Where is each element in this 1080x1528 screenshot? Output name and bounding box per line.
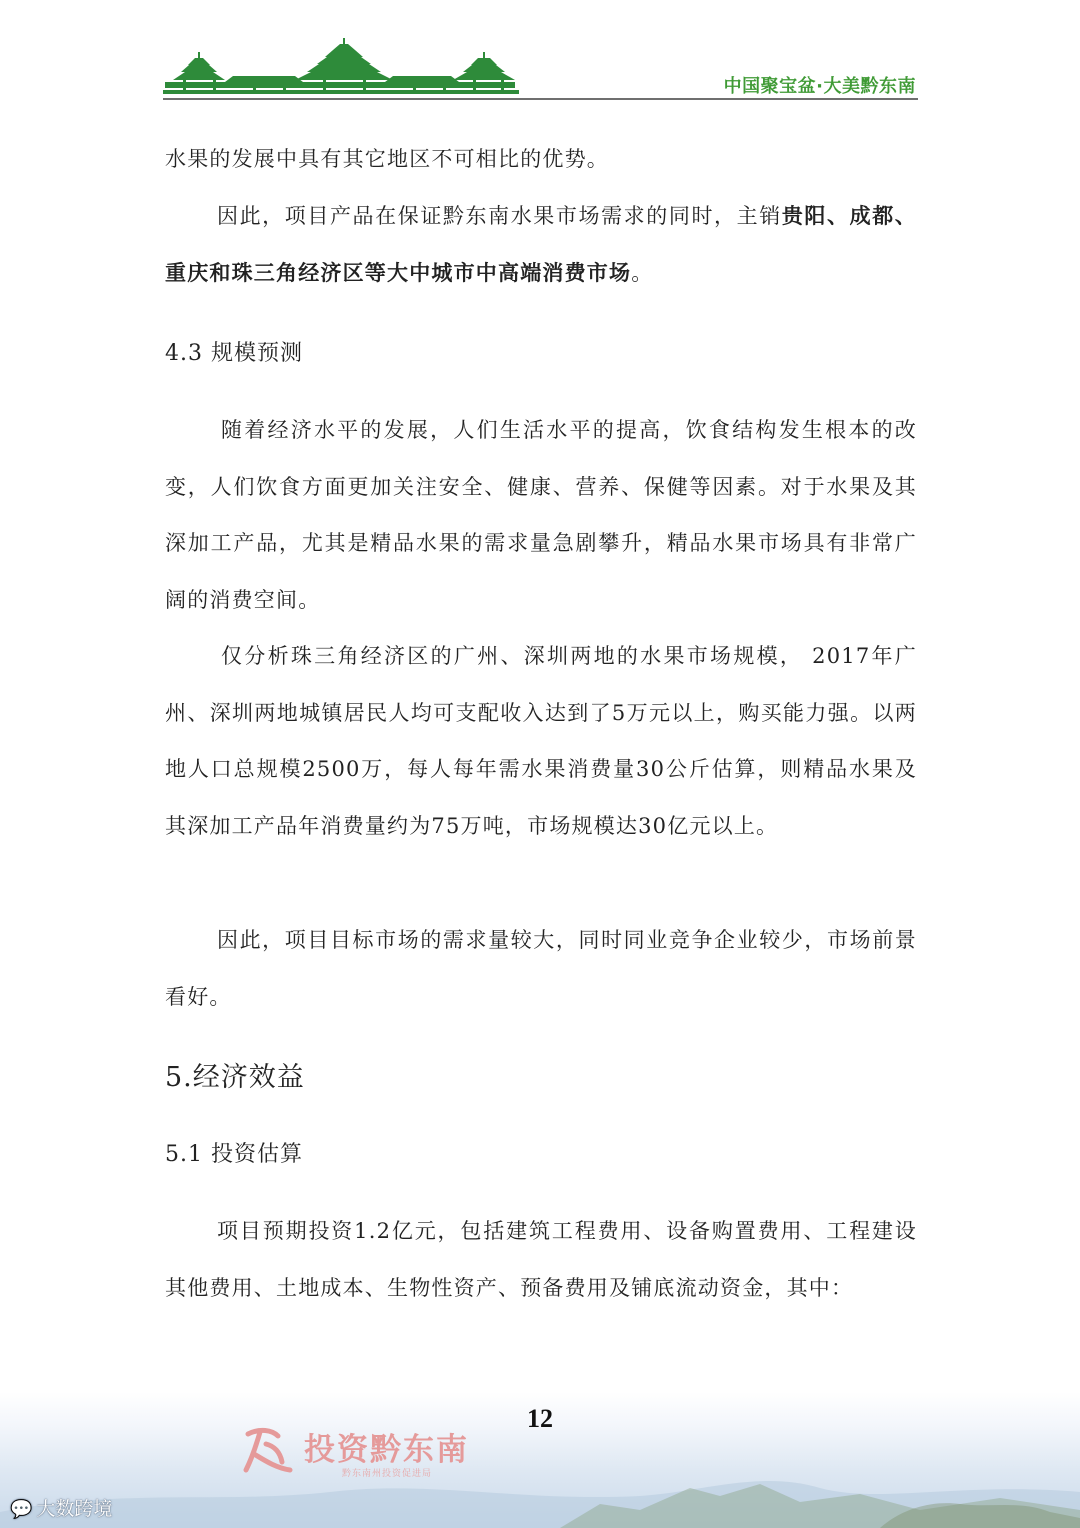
pavilion-bridge-icon bbox=[163, 38, 523, 98]
page-header bbox=[163, 38, 918, 100]
paragraph-end: 。 bbox=[631, 260, 654, 285]
section-heading-4-3: 4.3 规模预测 bbox=[165, 341, 303, 366]
paragraph-continued: 水果的发展中具有其它地区不可相比的优势。 bbox=[165, 147, 609, 171]
paragraph-text: 因此，项目产品在保证黔东南水果市场需求的同时，主销 bbox=[217, 204, 782, 228]
paragraph-investment: 项目预期投资1.2亿元，包括建筑工程费用、设备购置费用、工程建设其他费用、土地成本、生物性资产、预备费用及铺底流动资金，其中： bbox=[165, 1219, 917, 1300]
header-slogan: 中国聚宝盆·大美黔东南 bbox=[723, 76, 916, 97]
header-divider bbox=[163, 98, 918, 100]
paragraph-target-market bbox=[165, 188, 917, 301]
source-watermark bbox=[10, 1494, 112, 1521]
section-heading-5-1: 5.1 投资估算 bbox=[165, 1142, 303, 1167]
page-number: 12 bbox=[527, 1404, 553, 1433]
paragraph-demand: 随着经济水平的发展，人们生活水平的提高，饮食结构发生根本的改变，人们饮食方面更加关注安全、健康、营养、保健等因素。对于水果及其深加工产品，尤其是精品水果的需求量急剧攀升，精品水果市场具有非常广阔的消费空间。 bbox=[165, 418, 917, 612]
logo-text: 投资黔东南 bbox=[304, 1432, 469, 1468]
chat-bubble-icon: 💬 bbox=[10, 1499, 33, 1520]
paragraph-emphasis: 贵阳、成都、重庆和珠三角经济区等大中城市中高端消费市场 bbox=[165, 203, 917, 285]
section-heading-5: 5.经济效益 bbox=[165, 1062, 305, 1093]
investment-logo bbox=[238, 1418, 508, 1486]
calligraphy-seal-icon bbox=[238, 1420, 298, 1480]
logo-subtitle: 黔东南州投资促进局 bbox=[342, 1469, 433, 1479]
paragraph-conclusion: 因此，项目目标市场的需求量较大，同时同业竞争企业较少，市场前景看好。 bbox=[165, 928, 917, 1009]
paragraph-market-scale: 仅分析珠三角经济区的广州、深圳两地的水果市场规模， 2017年广州、深圳两地城镇居民人均可支配收入达到了5万元以上，购买能力强。以两地人口总规模2500万，每人每年需水果消费量30公斤估算，则精品水果及其深加工产品年消费量约为75万吨，市场规模达30亿元以上。 bbox=[165, 644, 917, 838]
watermark-text: 大数跨境 bbox=[36, 1498, 113, 1520]
